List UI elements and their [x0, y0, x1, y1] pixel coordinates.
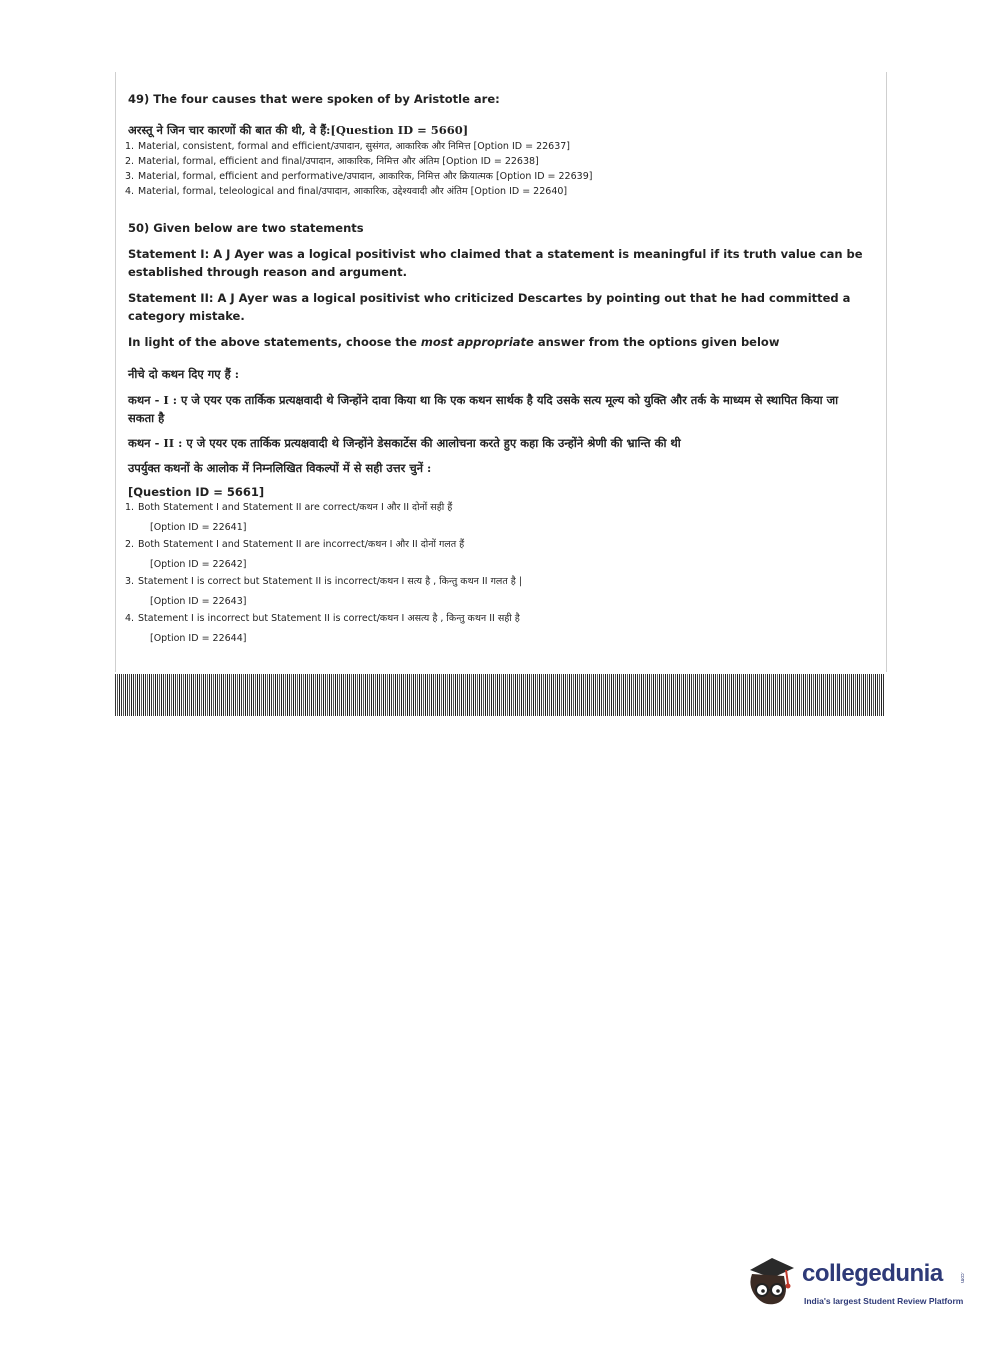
barcode-strip: [115, 674, 885, 716]
q50-heading: 50) Given below are two statements: [128, 221, 364, 235]
q50-option-2: 2. Both Statement I and Statement II are incorrect/कथन I और II दोनों गलत हैं [Option ID = 22642]: [125, 537, 868, 572]
q50-instruction: In light of the above statements, choose the most appropriate answer from the options given below: [128, 335, 780, 349]
question-content: [125, 92, 868, 648]
logo-wordmark: collegedunia: [802, 1260, 943, 1287]
logo-tagline: India's largest Student Review Platform: [804, 1296, 964, 1306]
collegedunia-logo: [742, 1250, 972, 1310]
q50-hindi-statement-2: कथन - II : ए जे एयर एक तार्किक प्रत्यक्षवादी थे जिन्होंने डेसकार्टेस की आलोचना करते हुए कहा कि उन्होंने श्रेणी की भ्रान्ति की थी: [128, 436, 681, 450]
q50-options: [125, 500, 868, 646]
q49-hindi-question: अरस्तू ने जिन चार कारणों की बात की थी, वे हैं:[Question ID = 5660]: [128, 123, 469, 137]
q50-option-3: 3. Statement I is correct but Statement II is incorrect/कथन I सत्य है , किन्तु कथन II गलत है | [Option ID = 22643]: [125, 574, 868, 609]
q50-question-id: [Question ID = 5661]: [128, 485, 265, 499]
q49-options: [125, 139, 868, 199]
mascot-icon: [742, 1250, 802, 1310]
q49-heading: 49) The four causes that were spoken of by Aristotle are:: [128, 92, 500, 106]
q50-option-3-id: [Option ID = 22643]: [150, 596, 247, 607]
q49-option-3: 3. Material, formal, efficient and performative/उपादान, आकारिक, निमित्त और क्रियात्मक [Option ID = 22639]: [125, 171, 593, 182]
q50-hindi-statement-1: कथन - I : ए जे एयर एक तार्किक प्रत्यक्षवादी थे जिन्होंने दावा किया था कि एक कथन सार्थक है यदि उसके सत्य मूल्य को युक्ति और तर्क के माध्यम से स्थापित किया जा सकता है: [128, 393, 839, 425]
q49-option-1: 1. Material, consistent, formal and efficient/उपादान, सुसंगत, आकारिक और निमित्त [Option ID = 22637]: [125, 141, 571, 152]
q50-statement-2: Statement II: A J Ayer was a logical positivist who criticized Descartes by pointing out that he had committed a category mistake.: [128, 291, 851, 323]
q50-option-1-id: [Option ID = 22641]: [150, 522, 247, 533]
q50-hindi-instruction: उपर्युक्त कथनों के आलोक में निम्नलिखित विकल्पों में से सही उत्तर चुनें :: [128, 461, 432, 475]
q49-option-2: 2. Material, formal, efficient and final/उपादान, आकारिक, निमित्त और अंतिम [Option ID = 22638]: [125, 156, 539, 167]
q49-option-4: 4. Material, formal, teleological and final/उपादान, आकारिक, उद्देश्यवादी और अंतिम [Option ID = 22640]: [125, 186, 568, 197]
q50-option-4: 4. Statement I is incorrect but Statement II is correct/कथन I असत्य है , किन्तु कथन II सही है [Option ID = 22644]: [125, 611, 868, 646]
q50-option-2-id: [Option ID = 22642]: [150, 559, 247, 570]
q50-statement-1: Statement I: A J Ayer was a logical positivist who claimed that a statement is meaningful if its truth value can be established through reason and argument.: [128, 247, 863, 279]
q50-option-4-id: [Option ID = 22644]: [150, 633, 247, 644]
q50-hindi-intro: नीचे दो कथन दिए गए हैं :: [128, 367, 239, 381]
q50-option-1: 1. Both Statement I and Statement II are correct/कथन I और II दोनों सही हैं [Option ID = 22641]: [125, 500, 868, 535]
logo-suffix: .com: [959, 1272, 965, 1283]
